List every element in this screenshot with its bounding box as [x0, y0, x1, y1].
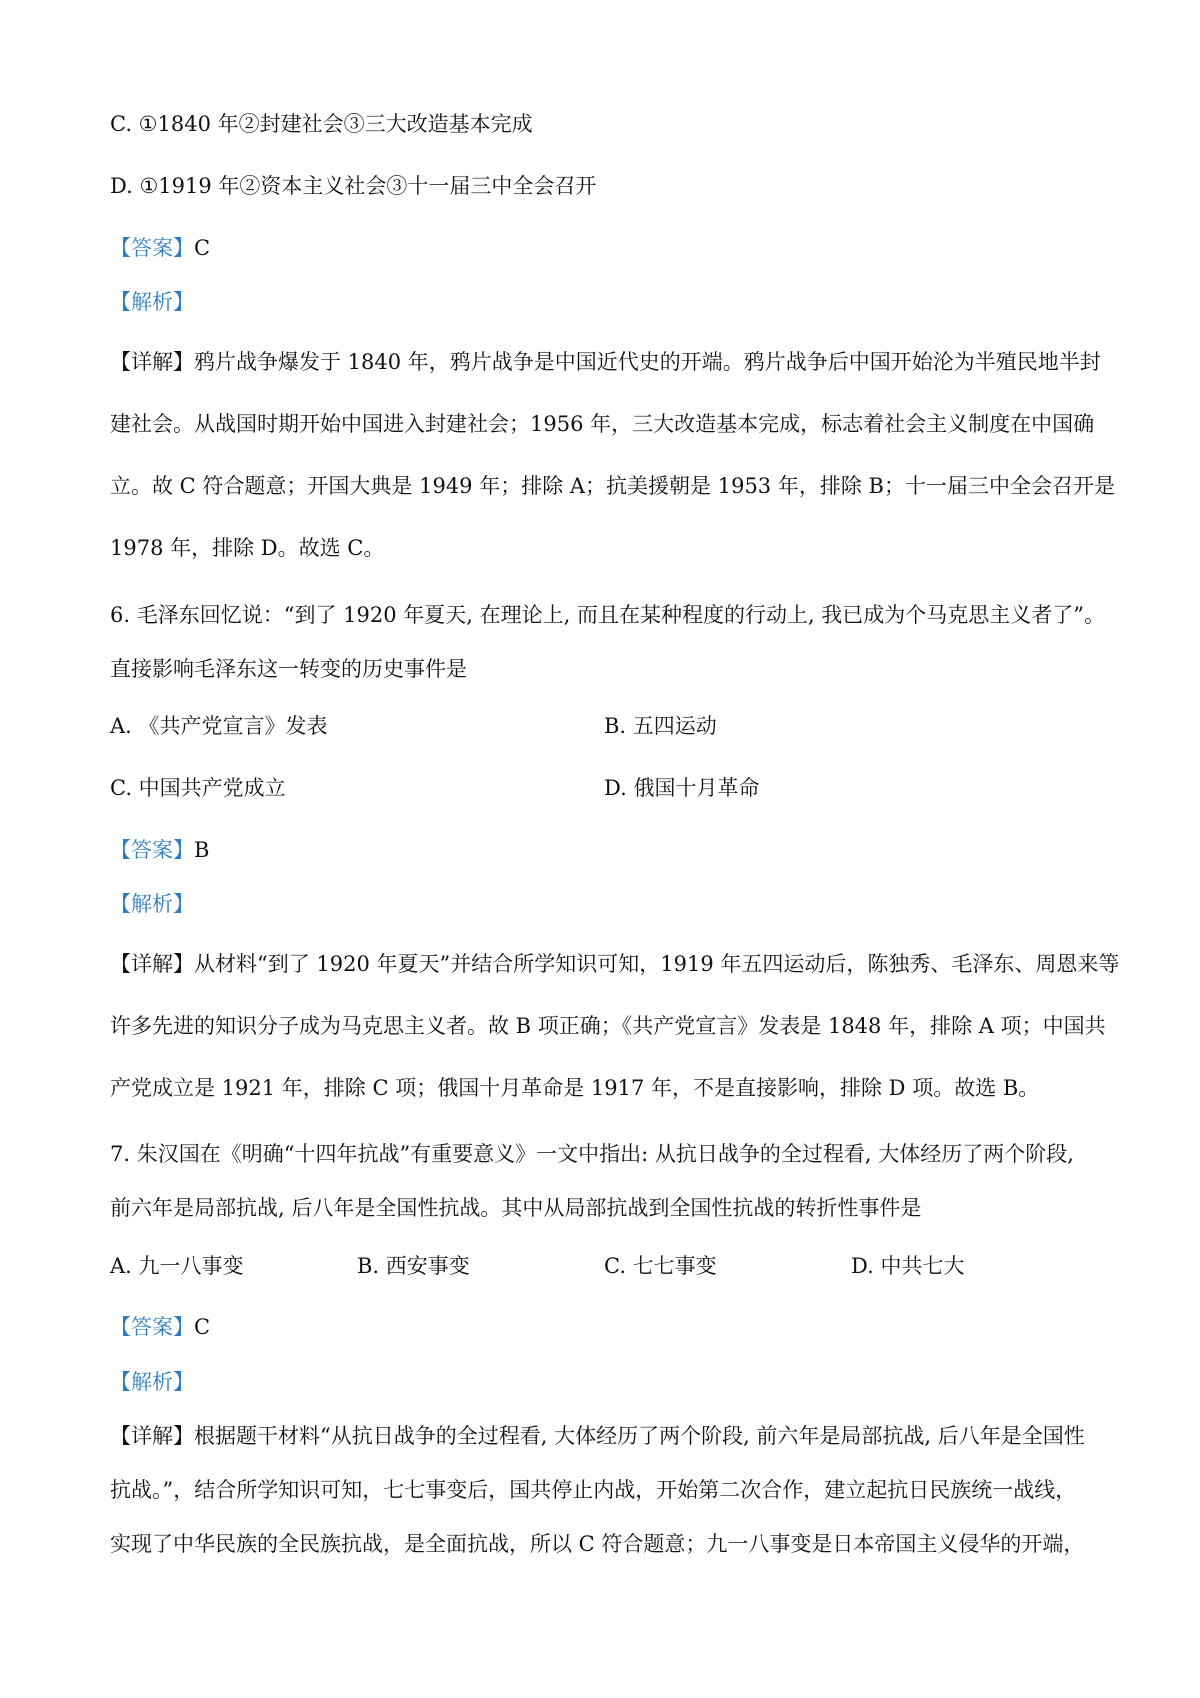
q5-detail-line-1: 建社会。从战国时期开始中国进入封建社会；1956 年，三大改造基本完成，标志着社会主义制度在中国确 — [110, 412, 1095, 436]
q5-detail-line-2: 立。故 C 符合题意；开国大典是 1949 年；排除 A；抗美援朝是 1953 年，排除 B；十一届三中全会召开是 — [110, 474, 1115, 498]
q7-option-d: D. 中共七大 — [851, 1254, 965, 1278]
q6-detail-line-1: 许多先进的知识分子成为马克思主义者。故 B 项正确；《共产党宣言》发表是 1848 年，排除 A 项；中国共 — [110, 1014, 1106, 1038]
detail-text: 从材料“到了 1920 年夏天”并结合所学知识可知，1919 年五四运动后，陈独秀、毛泽东、周恩来等 — [194, 952, 1120, 976]
q5-option-c: C. ①1840 年②封建社会③三大改造基本完成 — [110, 112, 533, 136]
q7-detail-line-1: 抗战。”，结合所学知识可知，七七事变后，国共停止内战，开始第二次合作，建立起抗日民族统一战线， — [110, 1478, 1077, 1502]
answer-label: 【答案】 — [110, 838, 194, 862]
q7-answer — [110, 1313, 210, 1341]
q6-option-a: A. 《共产党宣言》发表 — [110, 714, 328, 738]
q5-analysis-label: 【解析】 — [110, 290, 194, 314]
q7-detail-line-0 — [110, 1422, 1085, 1450]
q5-answer — [110, 234, 210, 262]
q7-option-a: A. 九一八事变 — [110, 1254, 244, 1278]
detail-label: 【详解】 — [110, 1424, 194, 1448]
answer-label: 【答案】 — [110, 236, 194, 260]
q7-detail-line-2: 实现了中华民族的全民族抗战，是全面抗战，所以 C 符合题意；九一八事变是日本帝国主义侵华的开端， — [110, 1532, 1085, 1556]
q6-analysis-label: 【解析】 — [110, 892, 194, 916]
q7-analysis-label: 【解析】 — [110, 1370, 194, 1394]
q7-stem-line-1: 前六年是局部抗战, 后八年是全国性抗战。其中从局部抗战到全国性抗战的转折性事件是 — [110, 1196, 922, 1220]
q5-detail-line-0 — [110, 348, 1101, 376]
q6-option-d: D. 俄国十月革命 — [604, 776, 760, 800]
q6-option-b: B. 五四运动 — [604, 714, 717, 738]
q7-option-c: C. 七七事变 — [604, 1254, 717, 1278]
detail-text: 根据题干材料“从抗日战争的全过程看, 大体经历了两个阶段, 前六年是局部抗战, 后八年是全国性 — [194, 1424, 1085, 1448]
answer-value: C — [194, 1315, 211, 1339]
answer-label: 【答案】 — [110, 1315, 194, 1339]
q7-option-b: B. 西安事变 — [357, 1254, 470, 1278]
detail-label: 【详解】 — [110, 350, 194, 374]
q6-detail-line-0 — [110, 950, 1119, 978]
q6-detail-line-2: 产党成立是 1921 年，排除 C 项；俄国十月革命是 1917 年，不是直接影响，排除 D 项。故选 B。 — [110, 1076, 1040, 1100]
answer-value: C — [194, 236, 211, 260]
answer-value: B — [194, 838, 210, 862]
detail-text: 鸦片战争爆发于 1840 年，鸦片战争是中国近代史的开端。鸦片战争后中国开始沦为半殖民地半封 — [194, 350, 1101, 374]
q6-stem-line-0: 6. 毛泽东回忆说：“到了 1920 年夏天, 在理论上, 而且在某种程度的行动上, 我已成为个马克思主义者了”。 — [110, 603, 1106, 627]
q6-option-c: C. 中国共产党成立 — [110, 776, 286, 800]
detail-label: 【详解】 — [110, 952, 194, 976]
q5-detail-line-3: 1978 年，排除 D。故选 C。 — [110, 536, 385, 560]
q6-answer — [110, 836, 209, 864]
q5-option-d: D. ①1919 年②资本主义社会③十一届三中全会召开 — [110, 174, 597, 198]
q6-stem-line-1: 直接影响毛泽东这一转变的历史事件是 — [110, 657, 467, 681]
q7-stem-line-0: 7. 朱汉国在《明确“十四年抗战”有重要意义》一文中指出: 从抗日战争的全过程看, 大体经历了两个阶段, — [110, 1142, 1074, 1166]
